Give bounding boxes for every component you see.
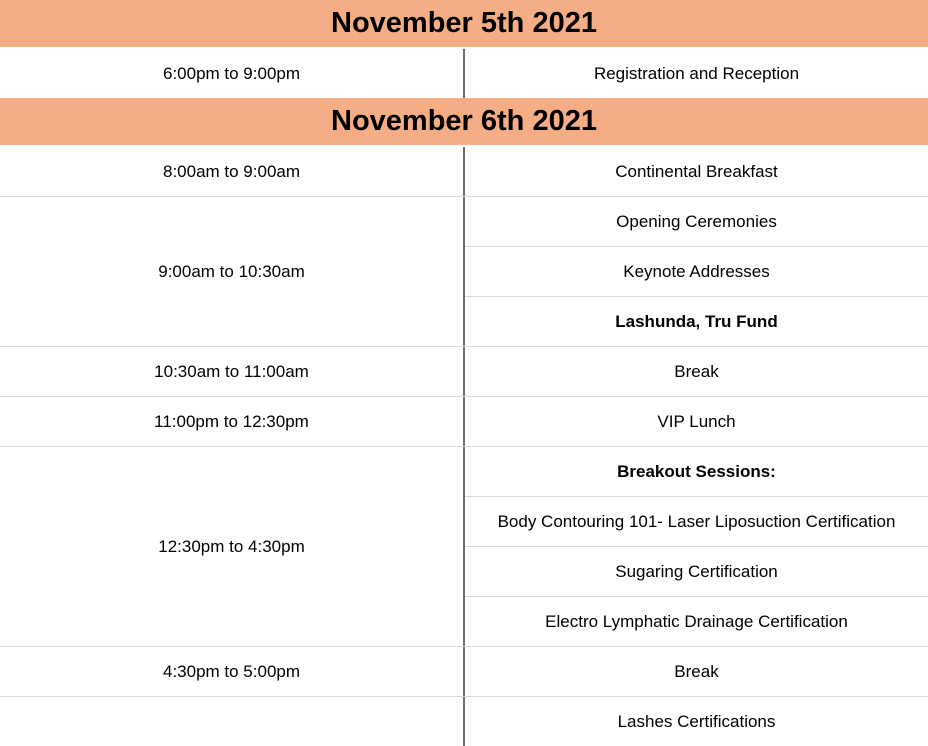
event-item: Break: [674, 661, 719, 681]
event-item: Body Contouring 101- Laser Liposuction Certification: [465, 497, 928, 547]
event-item: Lashunda, Tru Fund: [615, 311, 778, 331]
time-slot: 6:00pm to 9:00pm: [0, 49, 465, 98]
schedule-row: [0, 447, 928, 647]
event-list: [465, 49, 928, 98]
schedule-row: [0, 647, 928, 697]
schedule-row: [0, 347, 928, 397]
time-slot: 11:00pm to 12:30pm: [0, 397, 465, 446]
event-item: Break: [674, 361, 719, 381]
time-slot: 9:00am to 10:30am: [0, 197, 465, 346]
event-list: [465, 697, 928, 746]
schedule-row: [0, 697, 928, 746]
time-slot: 12:30pm to 4:30pm: [0, 447, 465, 646]
event-item: Continental Breakfast: [615, 161, 778, 181]
time-slot: [0, 697, 465, 746]
event-item: Keynote Addresses: [465, 247, 928, 297]
event-list: [465, 147, 928, 196]
day-header: November 6th 2021: [0, 98, 928, 147]
day-header: November 5th 2021: [0, 0, 928, 49]
event-item: Sugaring Certification: [465, 547, 928, 597]
event-list: [465, 647, 928, 696]
event-list: [465, 347, 928, 396]
schedule-row: [0, 49, 928, 98]
time-slot: 4:30pm to 5:00pm: [0, 647, 465, 696]
time-slot: 8:00am to 9:00am: [0, 147, 465, 196]
event-item: Opening Ceremonies: [465, 197, 928, 247]
schedule-row: [0, 147, 928, 197]
event-list: [465, 397, 928, 446]
event-list: [465, 447, 928, 646]
schedule-row: [0, 197, 928, 347]
schedule-row: [0, 397, 928, 447]
time-slot: 10:30am to 11:00am: [0, 347, 465, 396]
event-item: Breakout Sessions:: [465, 447, 928, 497]
event-item: Lashes Certifications: [617, 711, 776, 731]
event-list: [465, 197, 928, 346]
event-item: Electro Lymphatic Drainage Certification: [545, 611, 848, 631]
event-item: VIP Lunch: [657, 411, 736, 431]
event-item: Registration and Reception: [593, 63, 800, 83]
